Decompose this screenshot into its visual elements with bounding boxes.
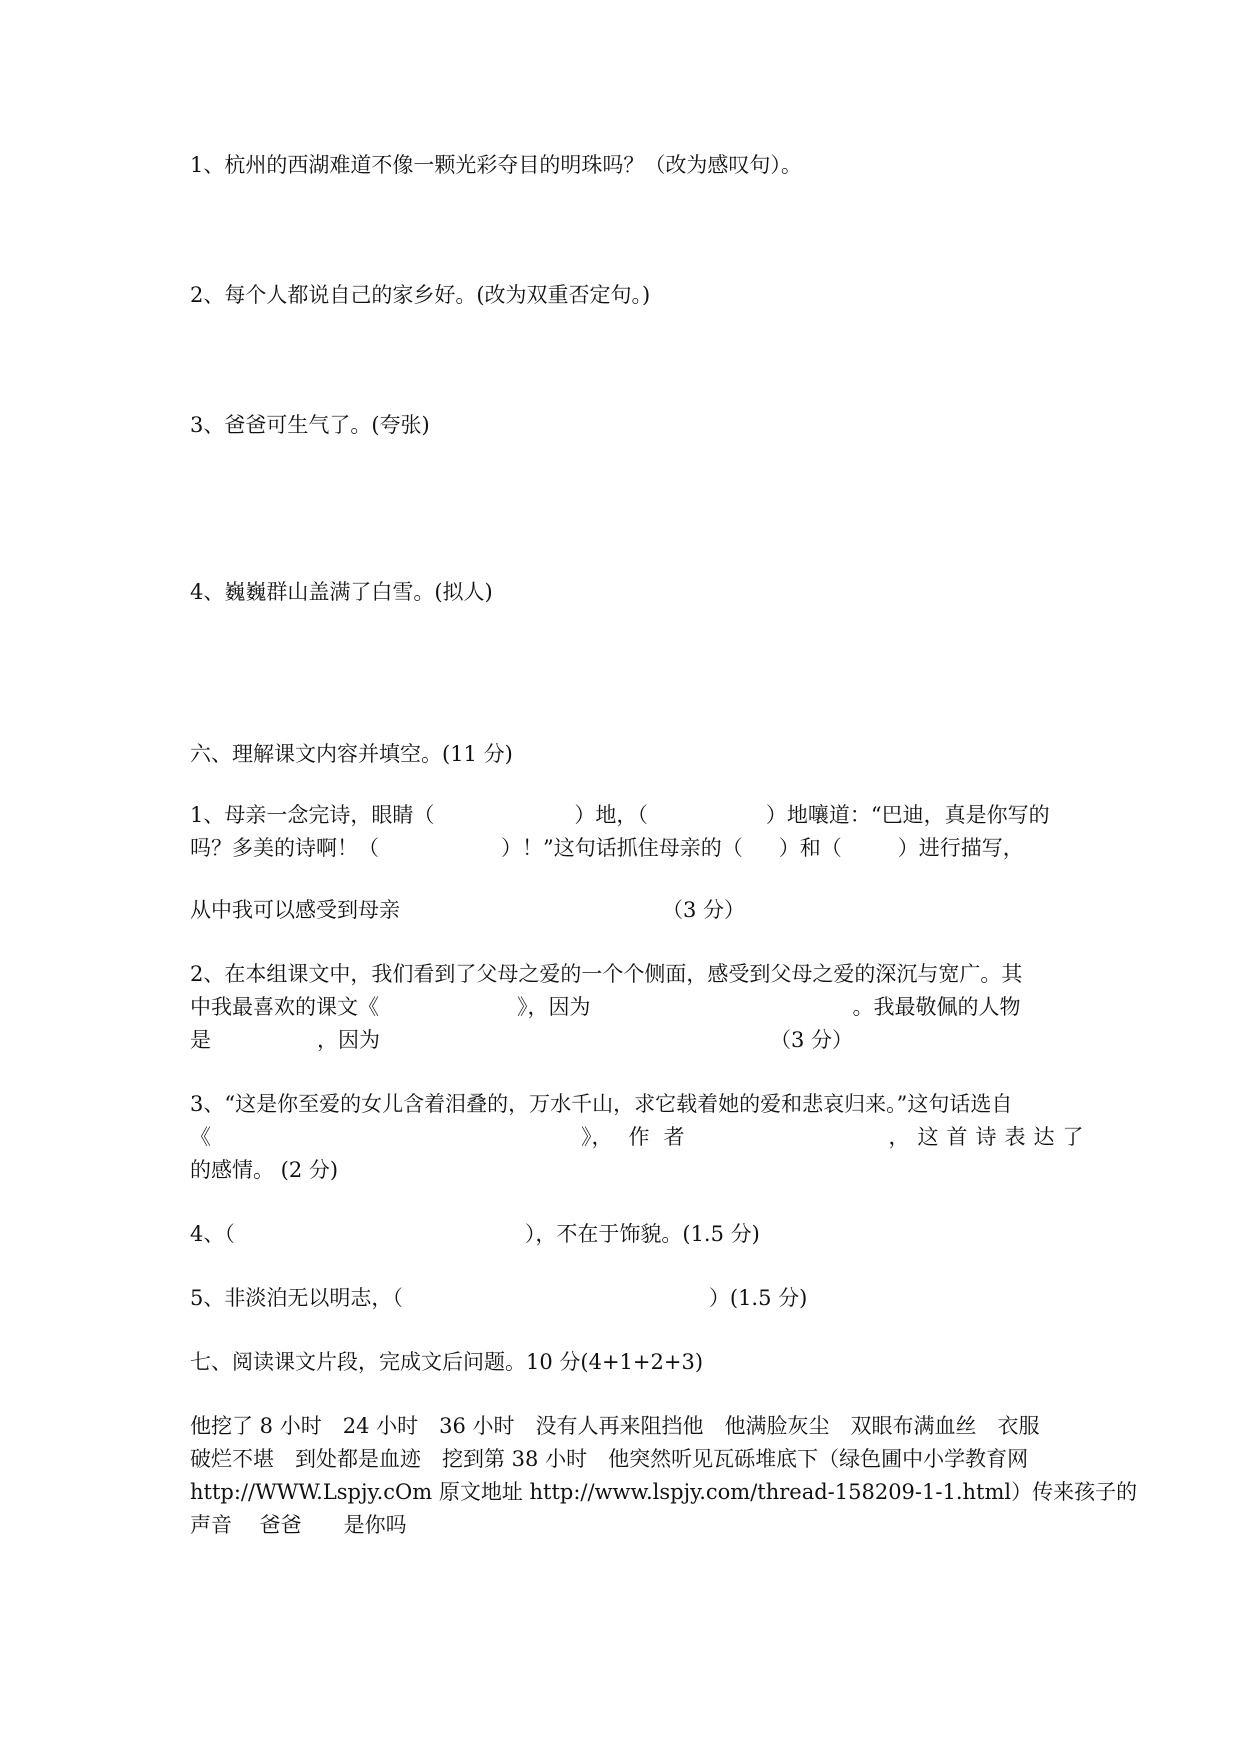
passage-line-2: 破烂不堪 到处都是血迹 挖到第 38 小时 他突然听见瓦砾堆底下（绿色圃中小学教育网 — [190, 1447, 1029, 1471]
s6-q2-score: （3 分） — [770, 1028, 854, 1052]
s6-q3-text: ，这首诗表达了 — [888, 1125, 1092, 1149]
s6-q3-line2 — [190, 1122, 1092, 1152]
s6-q2-line1: 2、在本组课文中，我们看到了父母之爱的一个个侧面，感受到父母之爱的深沉与宽广。其 — [190, 962, 1023, 986]
s6-q1-line3 — [190, 895, 1058, 925]
section7-heading: 七、阅读课文片段，完成文后问题。10 分(4+1+2+3) — [190, 1350, 704, 1374]
s6-q2-text: 是 — [190, 1028, 211, 1052]
s6-q3-text: 作者 — [628, 1125, 699, 1149]
rewrite-item-2: 2、每个人都说自己的家乡好。(改为双重否定句。) — [190, 283, 651, 307]
s6-q1-text: 吗？多美的诗啊！（ — [190, 836, 379, 860]
s6-q2-text: ，因为 — [317, 1028, 380, 1052]
s6-q1-score: （3 分） — [662, 898, 746, 922]
s6-q5 — [190, 1283, 1058, 1313]
s6-q2-text: 。我最敬佩的人物 — [852, 995, 1021, 1019]
s6-q1-text: ）地嚷道：“巴迪，真是你写的 — [765, 803, 1050, 827]
rewrite-item-4: 4、巍巍群山盖满了白雪。(拟人) — [190, 580, 493, 604]
s6-q1-text: ）和（ — [778, 836, 842, 860]
s6-q4 — [190, 1219, 1058, 1249]
passage-line-4: 声音 爸爸 是你吗 — [190, 1513, 407, 1537]
s6-q3-text: 《 — [190, 1125, 211, 1149]
s6-q1-text: ）！”这句话抓住母亲的（ — [501, 836, 743, 860]
s6-q3-line1: 3、“这是你至爱的女儿含着泪叠的，万水千山，求它载着她的爱和悲哀归来。”这句话选自 — [190, 1092, 1013, 1116]
s6-q3-text: 》， — [581, 1125, 613, 1149]
rewrite-item-3: 3、爸爸可生气了。(夸张) — [190, 413, 430, 437]
s6-q2-line2 — [190, 992, 1058, 1022]
s6-q4-text: ），不在于饰貌。(1.5 分) — [524, 1222, 760, 1246]
passage-line-3: http://WWW.Lspjy.cOm 原文地址 http://www.lspjy.com/thread-158209-1-1.html）传来孩子的 — [190, 1480, 1138, 1504]
s6-q3-line3: 的感情。 (2 分) — [190, 1158, 339, 1182]
s6-q1-text: ）进行描写， — [897, 836, 1024, 860]
s6-q2-text: 中我最喜欢的课文《 — [190, 995, 379, 1019]
s6-q1-line1 — [190, 800, 1058, 830]
passage-line-1: 他挖了 8 小时 24 小时 36 小时 没有人再来阻挡他 他满脸灰尘 双眼布满血丝 衣服 — [190, 1414, 1040, 1438]
s6-q1-text: 1、母亲一念完诗，眼睛（ — [190, 803, 435, 827]
rewrite-item-1: 1、杭州的西湖难道不像一颗光彩夺目的明珠吗？（改为感叹句）。 — [190, 153, 802, 177]
s6-q2-line3 — [190, 1025, 1058, 1055]
s6-q4-text: 4、（ — [190, 1222, 235, 1246]
s6-q1-line2 — [190, 833, 1058, 863]
s6-q2-text: 》，因为 — [517, 995, 591, 1019]
s6-q1-text: ）地，（ — [574, 803, 648, 827]
s6-q1-text: 从中我可以感受到母亲 — [190, 898, 400, 922]
s6-q5-text: 5、非淡泊无以明志，（ — [190, 1286, 403, 1310]
section6-heading: 六、理解课文内容并填空。(11 分) — [190, 742, 513, 766]
s6-q5-text: ）(1.5 分) — [708, 1286, 808, 1310]
